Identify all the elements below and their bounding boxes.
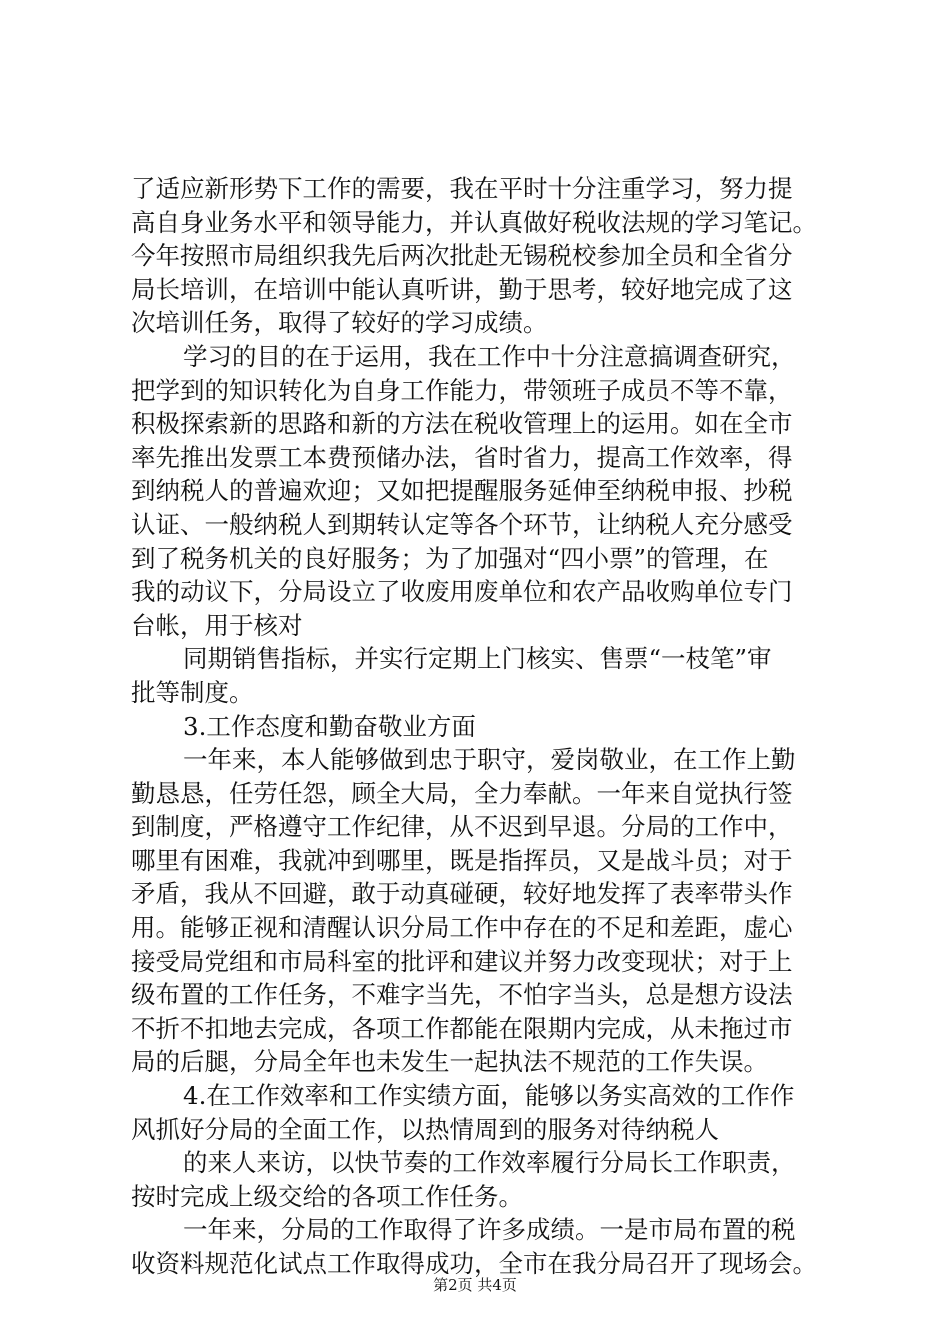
text-line: 到制度，严格遵守工作纪律，从不迟到早退。分局的工作中， bbox=[131, 812, 793, 842]
section-heading: 3.工作态度和勤奋敬业方面 bbox=[183, 711, 476, 741]
text-line: 高自身业务水平和领导能力，并认真做好税收法规的学习笔记。 bbox=[131, 207, 817, 237]
paragraph-start-line: 4.在工作效率和工作实绩方面，能够以务实高效的工作作 bbox=[183, 1081, 795, 1111]
text-line: 勤恳恳，任劳任怨，顾全大局，全力奉献。一年来自觉执行签 bbox=[131, 778, 793, 808]
text-line: 收资料规范化试点工作取得成功，全市在我分局召开了现场会。 bbox=[131, 1249, 817, 1278]
text-line: 局的后腿，分局全年也未发生一起执法不规范的工作失误。 bbox=[131, 1047, 768, 1077]
text-line: 到纳税人的普遍欢迎；又如把提醒服务延伸至纳税申报、抄税 bbox=[131, 476, 793, 506]
text-line: 不折不扣地去完成，各项工作都能在限期内完成，从未拖过市 bbox=[131, 1013, 793, 1043]
text-line: 矛盾，我从不回避，敢于动真碰硬，较好地发挥了表率带头作 bbox=[131, 879, 793, 909]
text-line: 按时完成上级交给的各项工作任务。 bbox=[131, 1181, 523, 1211]
text-line: 台帐，用于核对 bbox=[131, 610, 303, 640]
text-line: 风抓好分局的全面工作，以热情周到的服务对待纳税人 bbox=[131, 1114, 719, 1144]
text-line: 到了税务机关的良好服务；为了加强对“四小票”的管理，在 bbox=[131, 543, 769, 573]
text-line: 积极探索新的思路和新的方法在税收管理上的运用。如在全市 bbox=[131, 409, 793, 439]
page-footer: 第2页 共4页 bbox=[433, 1276, 517, 1294]
paragraph-start-line: 学习的目的在于运用，我在工作中十分注意搞调查研究， bbox=[183, 341, 796, 371]
text-line: 级布置的工作任务，不难字当先，不怕字当头，总是想方设法 bbox=[131, 980, 793, 1010]
text-line: 局长培训，在培训中能认真听讲，勤于思考，较好地完成了这 bbox=[131, 274, 793, 304]
paragraph-start-line: 同期销售指标，并实行定期上门核实、售票“一枝笔”审 bbox=[183, 644, 772, 674]
text-line: 批等制度。 bbox=[131, 677, 254, 707]
paragraph-start-line: 的来人来访，以快节奏的工作效率履行分局长工作职责， bbox=[183, 1148, 796, 1178]
text-line: 接受局党组和市局科室的批评和建议并努力改变现状；对于上 bbox=[131, 946, 793, 976]
text-line: 今年按照市局组织我先后两次批赴无锡税校参加全员和全省分 bbox=[131, 241, 793, 271]
text-line: 率先推出发票工本费预储办法，省时省力，提高工作效率，得 bbox=[131, 442, 793, 472]
text-line: 把学到的知识转化为自身工作能力，带领班子成员不等不靠， bbox=[131, 375, 793, 405]
body-text bbox=[131, 172, 831, 1281]
text-line: 了适应新形势下工作的需要，我在平时十分注重学习，努力提 bbox=[131, 174, 793, 203]
paragraph-start-line: 一年来，分局的工作取得了许多成绩。一是市局布置的税 bbox=[183, 1215, 796, 1245]
text-line: 我的动议下，分局设立了收废用废单位和农产品收购单位专门 bbox=[131, 577, 793, 607]
text-line: 用。能够正视和清醒认识分局工作中存在的不足和差距，虚心 bbox=[131, 913, 793, 943]
text-line: 认证、一般纳税人到期转认定等各个环节，让纳税人充分感受 bbox=[131, 509, 793, 539]
paragraph-start-line: 一年来，本人能够做到忠于职守，爱岗敬业，在工作上勤 bbox=[183, 745, 796, 775]
text-line: 次培训任务，取得了较好的学习成绩。 bbox=[131, 308, 548, 338]
text-line: 哪里有困难，我就冲到哪里，既是指挥员，又是战斗员；对于 bbox=[131, 845, 793, 875]
